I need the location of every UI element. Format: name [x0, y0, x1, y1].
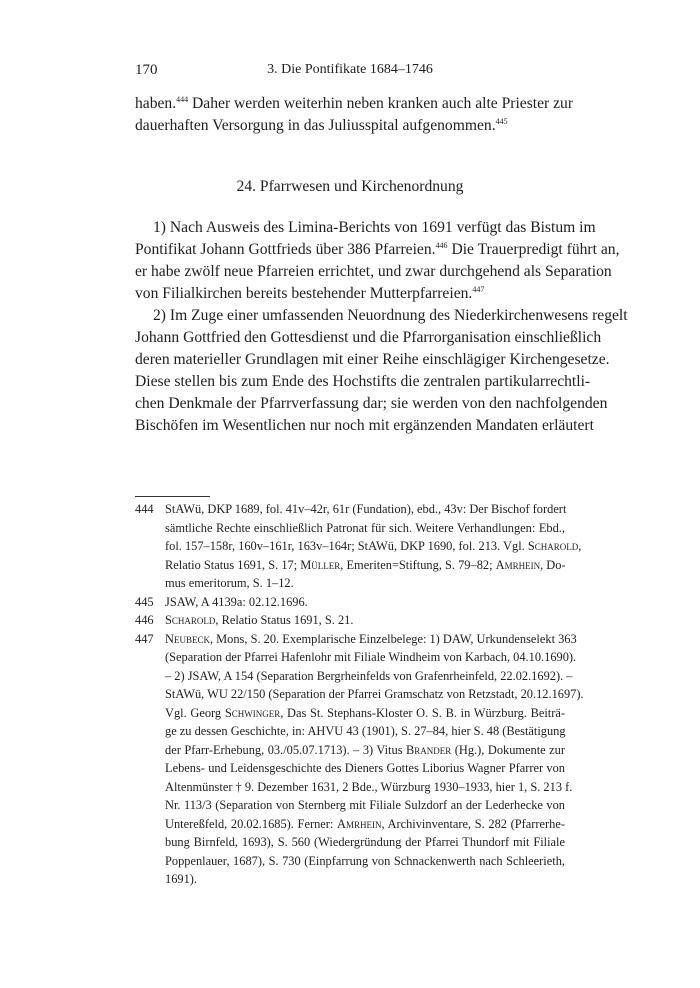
footnotes [135, 500, 584, 889]
footnote-line: Untereßfeld, 20.02.1685). Ferner: Amrhein, Archivinventare, S. 282 (Pfarrerhe- [165, 816, 565, 831]
footnote-line: der Pfarr-Erhebung, 03./05.07.1713). – 3) Vitus Brander (Hg.), Dokumente zur [165, 742, 565, 757]
text-line: 2) Im Zuge einer umfassenden Neuordnung des Niederkirchenwesens regelt [153, 307, 628, 324]
footnote-445: 445 JSAW, A 4139a: 02.12.1696. [135, 593, 565, 612]
footnote-line: Altenmünster † 9. Dezember 1631, 2 Bde., Würzburg 1930–1933, hier 1, S. 213 f. [165, 779, 573, 794]
section-paragraph-1 [135, 217, 620, 305]
footnote-446: 446 Scharold, Relatio Status 1691, S. 21. [135, 611, 565, 630]
text-line: Bischöfen im Wesentlichen nur noch mit ergänzenden Mandaten erläutert [135, 417, 594, 434]
footnote-line: StAWü, WU 22/150 (Separation der Pfarrei Gramschatz von Retzstadt, 20.12.1697). [165, 687, 584, 701]
footnote-line: bung Birnfeld, 1693), S. 560 (Wiedergründung der Pfarrei Thundorf mit Filiale [165, 835, 565, 849]
footnote-rule [135, 496, 210, 497]
text-line: 1) Nach Ausweis des Limina-Berichts von 1691 verfügt das Bistum im [153, 219, 596, 236]
footnote-line: Nr. 113/3 (Separation von Sternberg mit Filiale Sulzdorf an der Lederhecke von [165, 798, 565, 812]
text-line: von Filialkirchen bereits bestehender Mutterpfarreien.$^{447}$ [135, 285, 485, 302]
footnote-line: Relatio Status 1691, S. 17; Müller, Emeriten=Stiftung, S. 79–82; Amrhein, Do- [165, 557, 566, 572]
footnote-ref: 445 [495, 117, 508, 126]
footnote-line: fol. 157–158r, 160v–161r, 163v–164r; StAWü, DKP 1690, fol. 213. Vgl. Scharold, [165, 539, 582, 553]
footnote-line: sämtliche Rechte einschließlich Patronat für sich. Weitere Verhandlungen: Ebd., [165, 520, 565, 535]
text-line: Johann Gottfried den Gottesdienst und die Pfarrorganisation einschließlich [135, 329, 602, 346]
text-line: Pontifikat Johann Gottfrieds über 386 Pfarreien.$^{446}$ Die Trauerpredigt führt an, [135, 241, 620, 258]
footnote-line: Poppenlauer, 1687), S. 730 (Einpfarrung von Schnackenwerth nach Schleerieth, [165, 853, 565, 868]
footnote-ref: 447 [472, 285, 485, 294]
text-line: chen Denkmale der Pfarrverfassung dar; sie werden von den nachfolgenden [135, 395, 608, 412]
footnote-line: mus emeritorum, S. 1–12. [165, 576, 294, 590]
running-head: 3. Die Pontifikate 1684–1746 [267, 62, 433, 77]
footnote-number: 446 [135, 613, 154, 627]
footnote-447: 447 Neubeck, Mons, S. 20. Exemplarische Einzelbelege: 1) DAW, Urkundenselekt 363 [135, 630, 565, 649]
section-paragraph-2 [135, 305, 628, 437]
top-paragraph [135, 93, 574, 137]
footnote-ref: 446 [435, 241, 448, 250]
footnote-line: Vgl. Georg Schwinger, Das St. Stephans-Kloster O. S. B. in Würzburg. Beiträ- [165, 705, 565, 720]
footnote-line: ge zu dessen Geschichte, in: AHVU 43 (1901), S. 27–84, hier S. 48 (Bestätigung [165, 724, 566, 738]
footnote-line: 1691). [165, 872, 198, 886]
footnote-number: 445 [135, 594, 154, 609]
footnote-line: – 2) JSAW, A 154 (Separation Bergrheinfelds von Grafenrheinfeld, 22.02.1692). – [165, 668, 573, 683]
footnote-444: 444 StAWü, DKP 1689, fol. 41v–42r, 61r (Fundation), ebd., 43v: Der Bischof fordert [135, 500, 565, 519]
text-line: er habe zwölf neue Pfarreien errichtet, und zwar durchgehend als Separation [135, 263, 612, 280]
footnote-ref: 444 [176, 95, 189, 104]
footnote-line: Lebens- und Leidensgeschichte des Dieners Gottes Liborius Wagner Pfarrer von [165, 761, 565, 775]
footnote-line: (Separation der Pfarrei Hafenlohr mit Filiale Windheim von Karbach, 04.10.1690). [165, 650, 577, 664]
section-heading: 24. Pfarrwesen und Kirchenordnung [236, 178, 464, 195]
text-line: deren materieller Grundlagen mit einer Reihe einschlägiger Kirchengesetze. [135, 351, 610, 368]
page-number: 170 [135, 62, 158, 78]
footnote-number: 447 [135, 631, 154, 646]
text-line: dauerhaften Versorgung in das Juliusspital aufgenommen.$^{445}$ [135, 117, 508, 134]
text-line: haben.$^{444}$ Daher werden weiterhin neben kranken auch alte Priester zur [135, 95, 574, 112]
text-line: Diese stellen bis zum Ende des Hochstifts die zentralen partikularrechtli- [135, 373, 591, 390]
footnote-number: 444 [135, 502, 154, 516]
